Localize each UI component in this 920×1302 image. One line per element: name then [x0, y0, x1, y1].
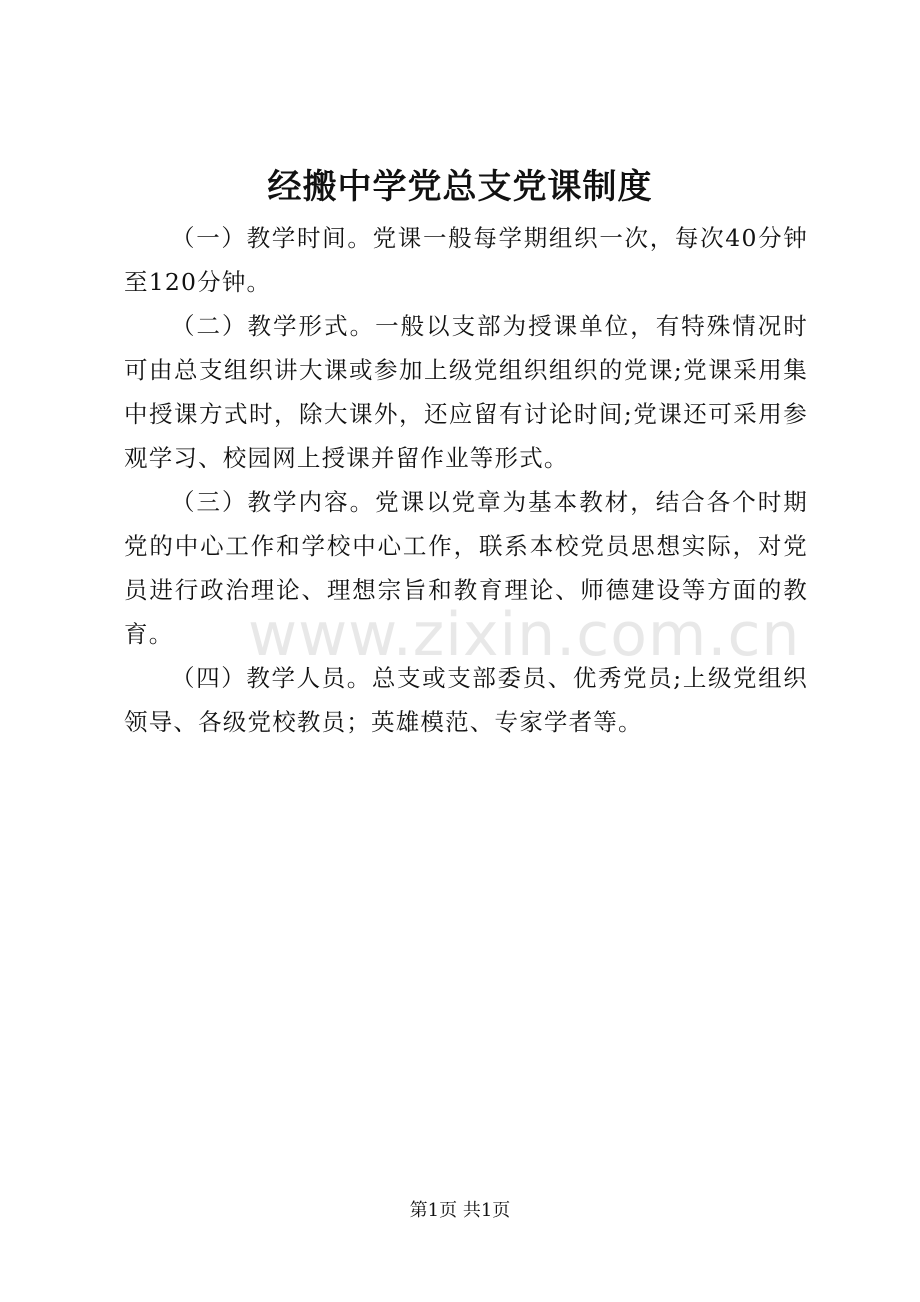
watermark: www.zixin.com.cn: [248, 600, 801, 670]
document-title: 经搬中学党总支党课制度: [267, 167, 653, 207]
document-body: [124, 216, 808, 744]
paragraph-teaching-staff: （四）教学人员。总支或支部委员、优秀党员;上级党组织领导、各级党校教员；英雄模范、专家学者等。: [124, 664, 808, 736]
page-footer: 第1页 共1页: [409, 1200, 511, 1221]
paragraph-teaching-time: （一）教学时间。党课一般每学期组织一次，每次40分钟至120分钟。: [124, 224, 808, 296]
paragraph-teaching-content: （三）教学内容。党课以党章为基本教材，结合各个时期党的中心工作和学校中心工作，联系本校党员思想实际，对党员进行政治理论、理想宗旨和教育理论、师德建设等方面的教育。: [124, 488, 808, 648]
paragraph-teaching-form: （二）教学形式。一般以支部为授课单位，有特殊情况时可由总支组织讲大课或参加上级党组织组织的党课;党课采用集中授课方式时，除大课外，还应留有讨论时间;党课还可采用参观学习、校园网上授课并留作业等形式。: [124, 312, 808, 472]
